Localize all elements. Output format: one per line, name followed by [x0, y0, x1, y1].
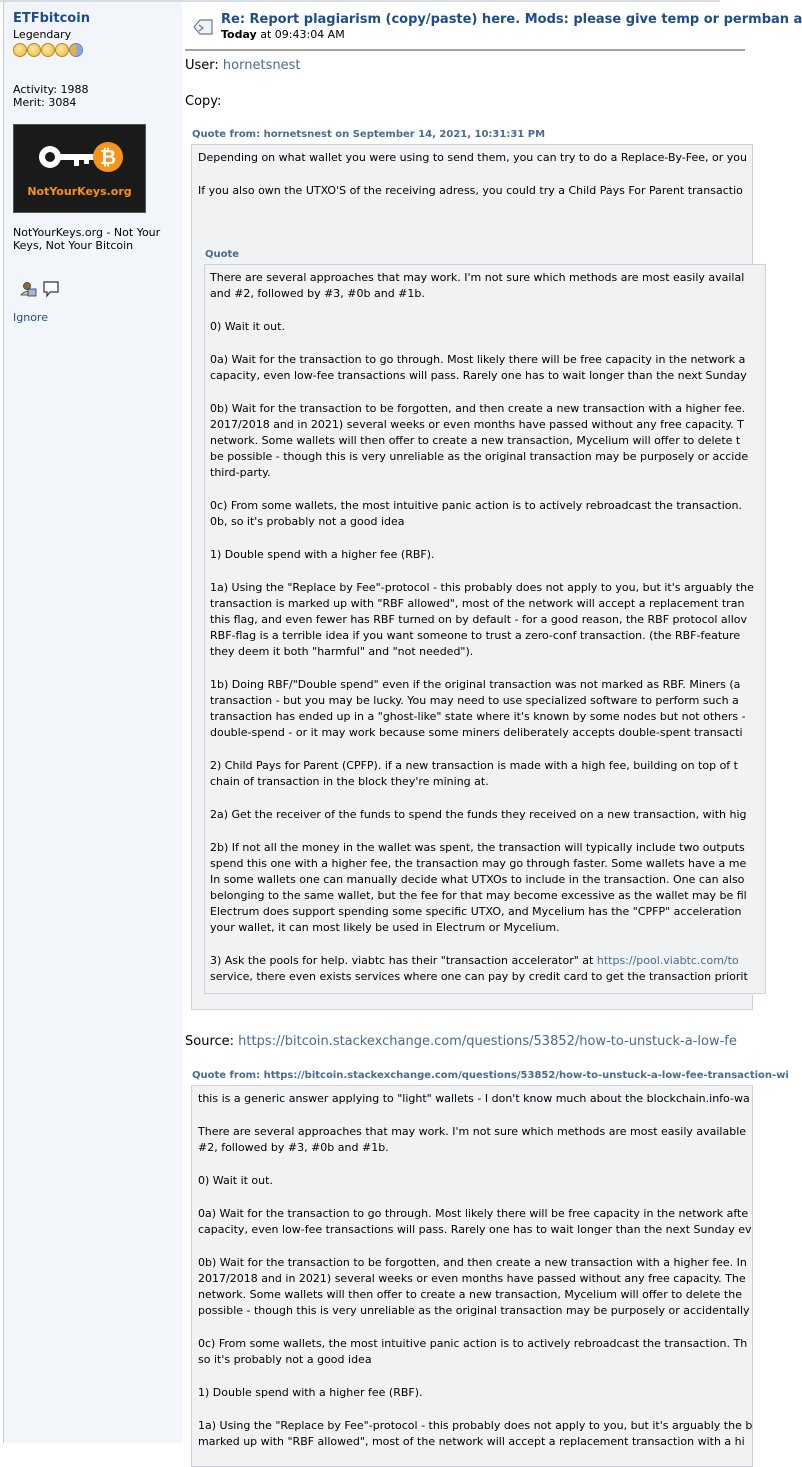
inner-quote-line: transaction is marked up with "RBF allowed", most of the network will accept a replacement tran [210, 597, 745, 610]
inner-quote-line: 0b, so it's probably not a good idea [210, 515, 405, 528]
personal-text-line: Keys, Not Your Bitcoin [13, 239, 134, 252]
inner-quote-line: be possible - though this is very unreliable as the original transaction may be purposely or accide [210, 450, 749, 463]
quote-line: Depending on what wallet you were using to send them, you can try to do a Replace-By-Fee, or you [198, 151, 747, 164]
key-bitcoin-icon [36, 137, 126, 177]
quote-line: 0a) Wait for the transaction to go through. Most likely there will be free capacity in the network afte [198, 1207, 749, 1220]
personal-text-line: NotYourKeys.org - Not Your [13, 226, 161, 239]
quote-line: 0b) Wait for the transaction to be forgotten, and then create a new transaction with a higher fee. In [198, 1256, 747, 1269]
quote-line: network. Some wallets will then offer to create a new transaction, Mycelium will offer to delete the [198, 1288, 742, 1301]
topic-icon [191, 17, 215, 37]
quote-line: 1) Double spend with a higher fee (RBF). [198, 1386, 423, 1399]
inner-quote-line: 2) Child Pays for Parent (CPFP). if a new transaction is made with a high fee, building on top of t [210, 759, 738, 772]
star-icon [41, 43, 55, 57]
timestamp-day: Today [221, 28, 257, 41]
quote-line: capacity, even low-fee transactions will pass. Rarely one has to wait longer than the next Sunday ev [198, 1223, 752, 1236]
quote-line: 2017/2018 and in 2021) several weeks or even months have passed without any free capacity. The [198, 1272, 746, 1285]
avatar [13, 124, 146, 213]
poster-info-panel [4, 2, 182, 1443]
poster-personal-text [13, 226, 173, 252]
inner-quote-line: 2017/2018 and in 2021) several weeks or even months have passed without any free capacity. T [210, 418, 744, 431]
inner-quote-line: spend this one with a higher fee, the transaction may go through faster. Some wallets have a me [210, 857, 747, 870]
post-title-link[interactable]: Re: Report plagiarism (copy/paste) here. Mods: please give temp or permban a [221, 12, 802, 27]
inner-quote-line: 2b) If not all the money in the wallet was spent, the transaction will typically include two outputs [210, 841, 745, 854]
ignore-link[interactable]: Ignore [13, 311, 48, 324]
quote-line: 0) Wait it out. [198, 1174, 273, 1187]
inner-quote-line [210, 953, 739, 969]
inner-quote-line: 1) Double spend with a higher fee (RBF). [210, 548, 435, 561]
inner-quote-line: 2a) Get the receiver of the funds to spend the funds they received on a new transaction, with hig [210, 808, 747, 821]
star-icon [13, 43, 27, 57]
inner-quote-line: Electrum does support spending some specific UTXO, and Mycelium has the "CPFP" acceleration [210, 905, 742, 918]
post-content [182, 2, 802, 1448]
inner-quote-line: chain of transaction in the block they're mining at. [210, 775, 489, 788]
user-link[interactable]: hornetsnest [222, 58, 301, 73]
inner-quote-line: 0a) Wait for the transaction to go through. Most likely there will be free capacity in the network a [210, 353, 746, 366]
viabtc-link[interactable]: https://pool.viabtc.com/to [596, 954, 739, 967]
post-timestamp [221, 28, 345, 41]
inner-quote-line: belonging to the same wallet, but the fee for that may become excessive as the wallet may be fil [210, 889, 747, 902]
copy-label: Copy: [185, 94, 222, 109]
quote-line: There are several approaches that may work. I'm not sure which methods are most easily available [198, 1125, 747, 1138]
inner-quote-line: There are several approaches that may work. I'm not sure which methods are most easily availal [210, 271, 745, 284]
inner-quote-line: 0c) From some wallets, the most intuitive panic action is to actively rebroadcast the transaction. [210, 499, 742, 512]
inner-quote-line: 0b) Wait for the transaction to be forgotten, and then create a new transaction with a higher fee. [210, 402, 746, 415]
inner-quote-line: they deem it both "harmful" and "not needed"). [210, 645, 474, 658]
quote-line: this is a generic answer applying to "light" wallets - I don't know much about the blockchain.info-wa [198, 1092, 750, 1105]
inner-quote-line: your wallet, it can most likely be used in Electrum or Mycelium. [210, 921, 560, 934]
inner-quote-line: transaction has ended up in a "ghost-like" state where it's known by some nodes but not others - [210, 710, 746, 723]
star-icon [55, 43, 69, 57]
inner-quote-line: network. Some wallets will then offer to create a new transaction, Mycelium will offer to delete t [210, 434, 741, 447]
inner-quote-line-text: 3) Ask the pools for help. viabtc has their "transaction accelerator" at [210, 954, 597, 967]
inner-quote-line: and #2, followed by #3, #0b and #1b. [210, 287, 425, 300]
timestamp-time: at 09:43:04 AM [256, 28, 345, 41]
inner-quote-line: capacity, even low-fee transactions will pass. Rarely one has to wait longer than the next Sunday [210, 369, 747, 382]
message-icon[interactable] [42, 280, 60, 298]
source-line [185, 1034, 737, 1049]
quote-line: 1a) Using the "Replace by Fee"-protocol - this probably does not apply to you, but it's arguably the b [198, 1419, 753, 1432]
avatar-caption: NotYourKeys.org [27, 185, 132, 198]
inner-quote-line: double-spend - or it may work because some miners deliberately accepts double-spent transacti [210, 726, 743, 739]
inner-quote-line: service, there even exists services where one can pay by credit card to get the transaction priorit [210, 970, 748, 983]
inner-quote-header[interactable]: Quote [205, 249, 240, 260]
user-label: User: [185, 58, 223, 73]
quote-header-link[interactable]: Quote from: https://bitcoin.stackexchange.com/questions/53852/how-to-unstuck-a-low-fee-transaction-wi [192, 1070, 789, 1081]
quote-line: If you also own the UTXO'S of the receiving adress, you could try a Child Pays For Parent transactio [198, 184, 743, 197]
quote-line: 0c) From some wallets, the most intuitive panic action is to actively rebroadcast the transaction. Th [198, 1337, 748, 1350]
inner-quote-line: 1b) Doing RBF/"Double spend" even if the original transaction was not marked as RBF. Miners (a [210, 678, 741, 691]
quote-line: so it's probably not a good idea [198, 1353, 372, 1366]
star-icon [69, 43, 83, 57]
inner-quote-box [204, 264, 766, 994]
poster-rank: Legendary [13, 28, 72, 41]
quote-line: possible - though this is very unreliable as the original transaction may be purposely or accidentally [198, 1304, 750, 1317]
poster-merit: Merit: 3084 [13, 96, 77, 109]
profile-icon[interactable] [19, 280, 37, 298]
quote-box [191, 144, 753, 1010]
inner-quote-line: third-party. [210, 466, 271, 479]
source-link[interactable]: https://bitcoin.stackexchange.com/questions/53852/how-to-unstuck-a-low-fe [238, 1034, 737, 1049]
inner-quote-line: 1a) Using the "Replace by Fee"-protocol - this probably does not apply to you, but it's arguably the [210, 581, 754, 594]
inner-quote-line: RBF-flag is a terrible idea if you want someone to trust a zero-conf transaction. (the RBF-feature [210, 629, 741, 642]
quote-line: #2, followed by #3, #0b and #1b. [198, 1141, 389, 1154]
quote-line: marked up with "RBF allowed", most of the network will accept a replacement transaction with a hi [198, 1435, 745, 1448]
quote-header-link[interactable]: Quote from: hornetsnest on September 14, 2021, 10:31:31 PM [192, 129, 546, 140]
header-divider [185, 49, 745, 51]
inner-quote-line: this flag, and even fewer has RBF turned on by default - for a good reason, the RBF protocol allov [210, 613, 747, 626]
star-icon [27, 43, 41, 57]
rank-stars [13, 43, 83, 57]
poster-activity: Activity: 1988 [13, 83, 89, 96]
source-label: Source: [185, 1034, 239, 1049]
quote-box [191, 1085, 753, 1467]
user-line [185, 58, 300, 73]
inner-quote-line: 0) Wait it out. [210, 320, 285, 333]
poster-username-link[interactable]: ETFbitcoin [13, 11, 90, 26]
svg-text:₿: ₿ [99, 145, 117, 169]
inner-quote-line: In some wallets one can manually decide what UTXOs to include in the transaction. One can also [210, 873, 745, 886]
inner-quote-line: transaction - but you may be lucky. You may need to use specialized software to perform such a [210, 694, 739, 707]
